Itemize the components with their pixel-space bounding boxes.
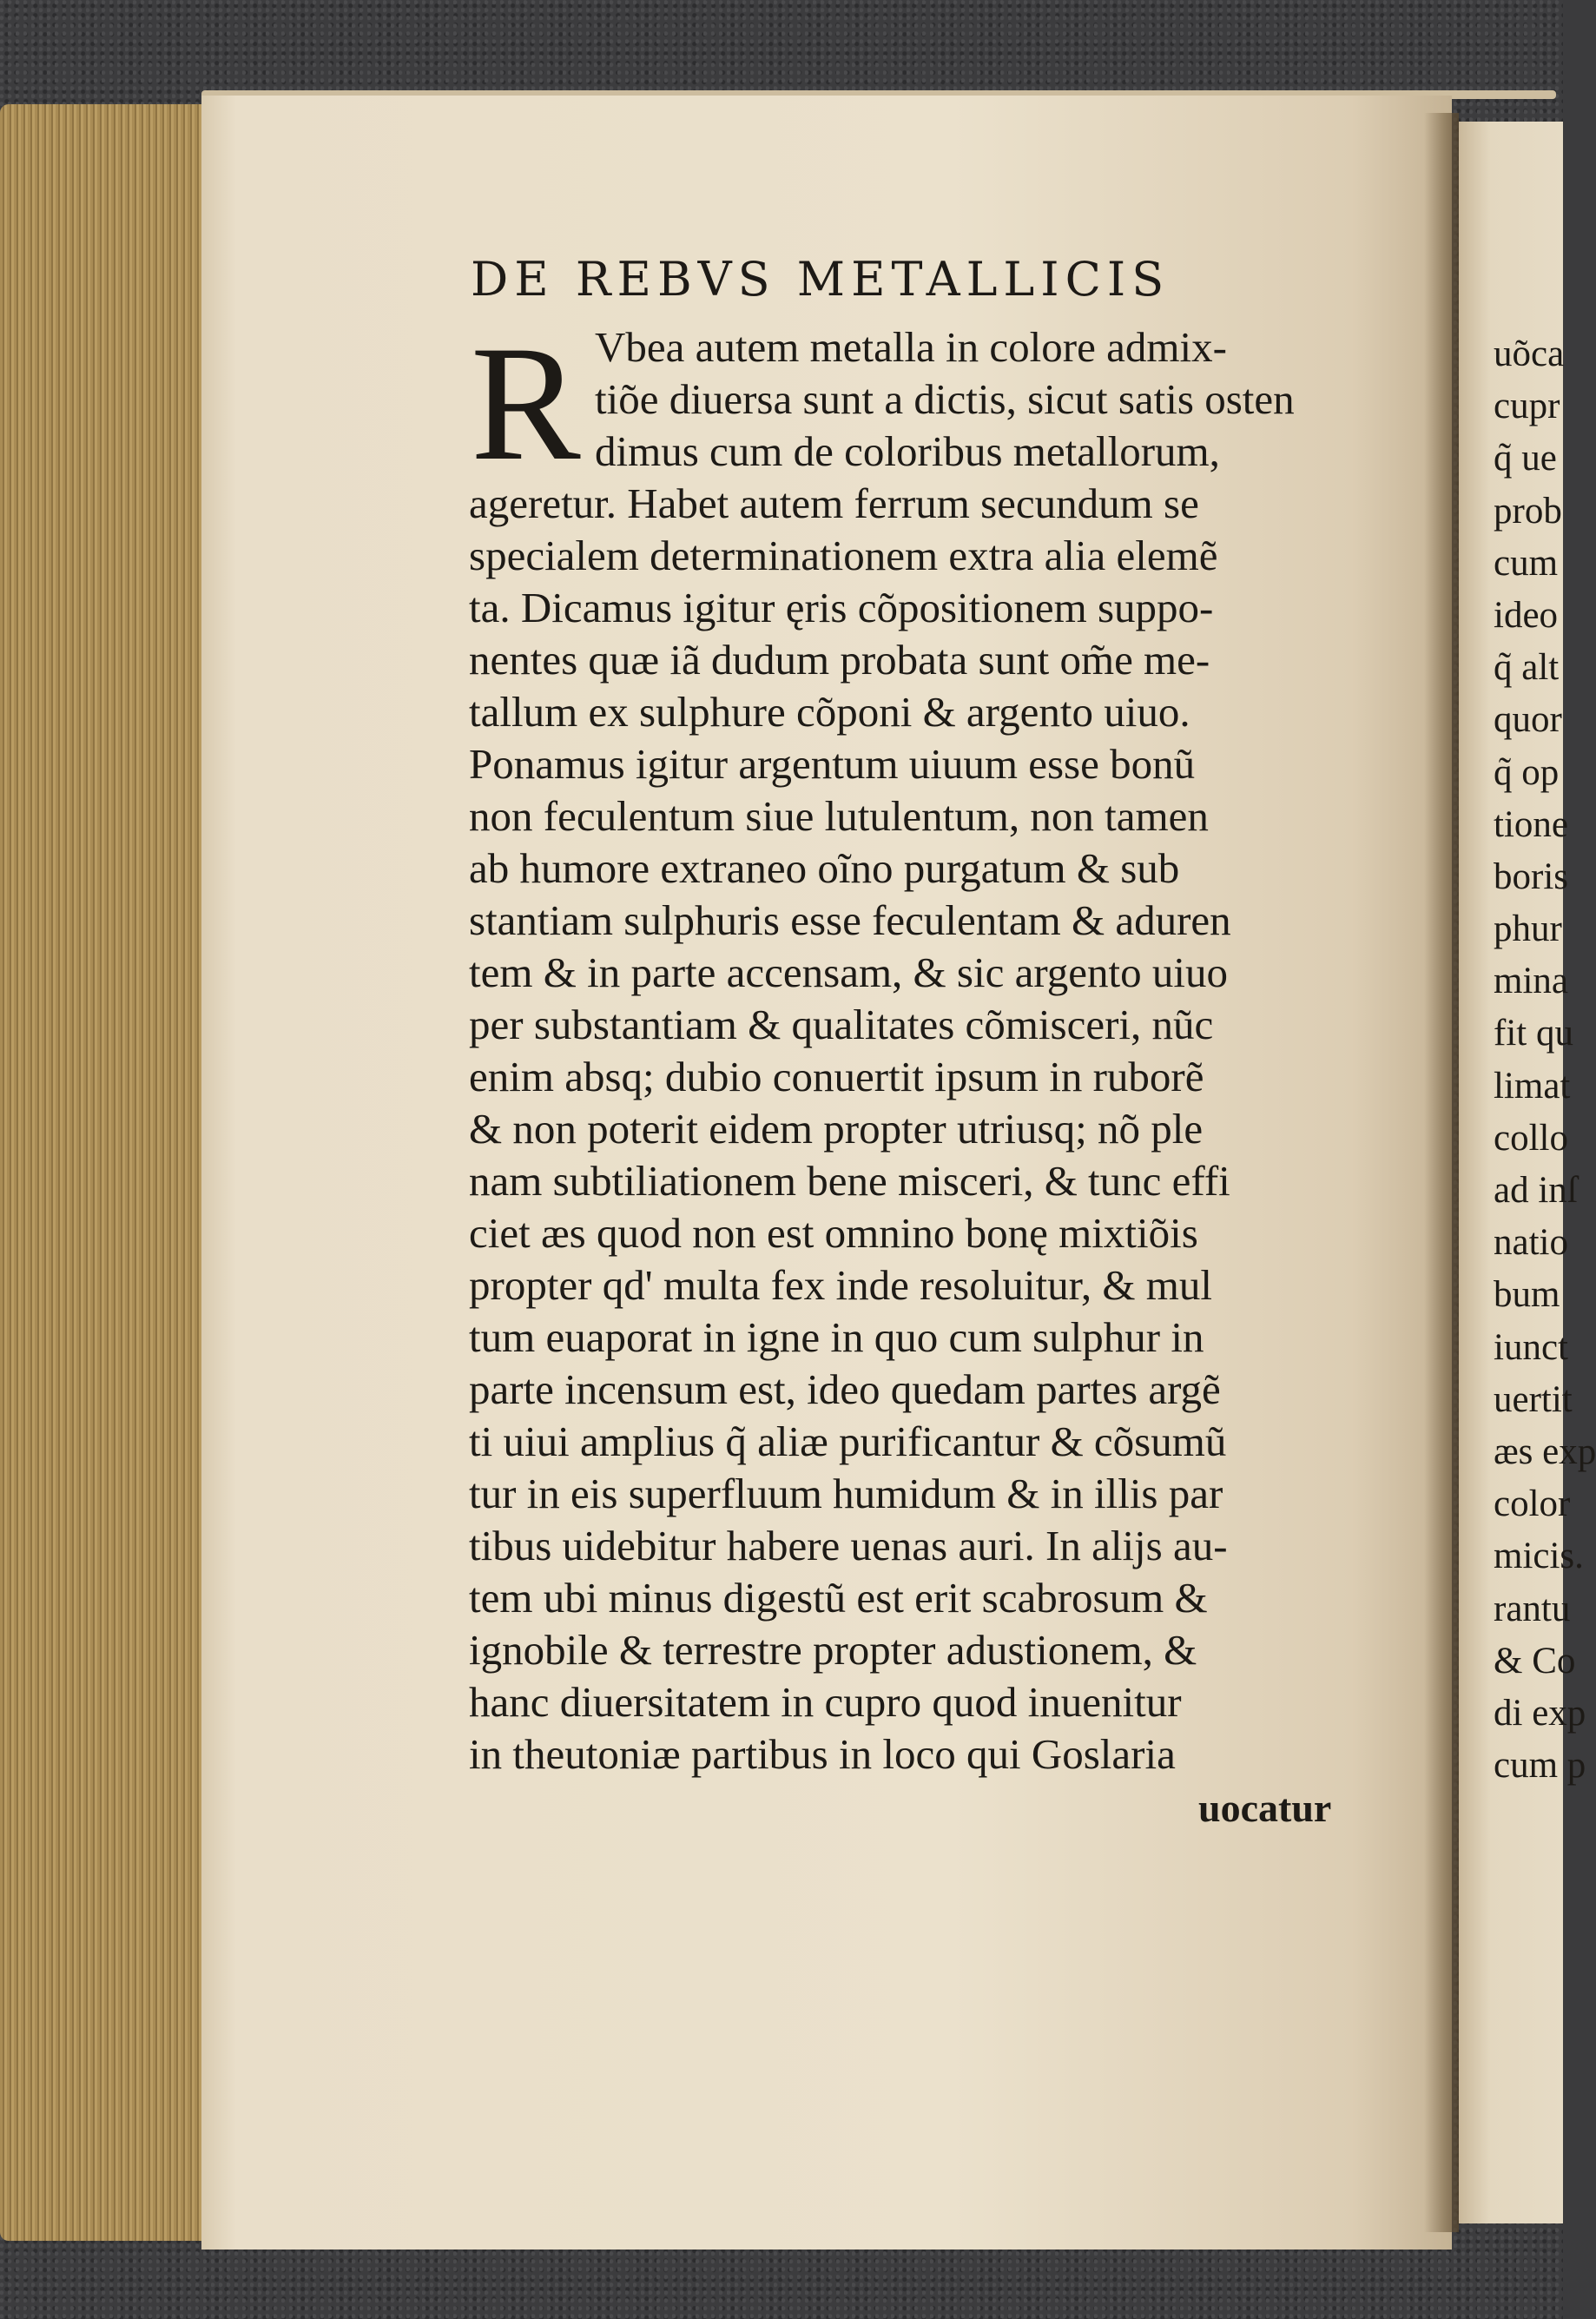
facing-line: mina bbox=[1494, 961, 1568, 1002]
facing-line: æs exp bbox=[1494, 1430, 1596, 1472]
facing-line: uertit bbox=[1494, 1378, 1573, 1420]
running-head: DE REBVS METALLICIS bbox=[471, 252, 1171, 307]
text-line: nam subtiliationem bene misceri, & tunc effi bbox=[469, 1157, 1230, 1205]
facing-line: boris bbox=[1494, 856, 1568, 897]
facing-line: ad inſ bbox=[1494, 1170, 1578, 1211]
facing-line: color bbox=[1494, 1483, 1571, 1525]
text-line: dimus cum de coloribus metallorum, bbox=[595, 427, 1220, 475]
text-line: tem & in parte accensam, & sic argento uiuo bbox=[469, 948, 1229, 996]
text-line: ab humore extraneo oĩno purgatum & sub bbox=[469, 844, 1180, 892]
facing-line: q̃ alt bbox=[1494, 647, 1560, 689]
text-line: tiõe diuersa sunt a dictis, sicut satis osten bbox=[595, 375, 1295, 423]
facing-line: limat bbox=[1494, 1065, 1571, 1107]
text-line: enim absq; dubio conuertit ipsum in ruborẽ bbox=[469, 1053, 1204, 1100]
text-line: ta. Dicamus igitur ęris cõpositionem suppo- bbox=[469, 584, 1214, 631]
facing-line: di exp bbox=[1494, 1692, 1586, 1734]
facing-line: phur bbox=[1494, 908, 1562, 950]
facing-line: ideo bbox=[1494, 594, 1559, 636]
drop-cap: R bbox=[471, 313, 581, 495]
text-line: stantiam sulphuris esse feculentam & aduren bbox=[469, 896, 1231, 944]
facing-line: tione bbox=[1494, 803, 1568, 845]
text-line: ageretur. Habet autem ferrum secundum se bbox=[469, 479, 1199, 527]
facing-line: natio bbox=[1494, 1222, 1568, 1264]
text-line: tur in eis superfluum humidum & in illis par bbox=[469, 1470, 1223, 1517]
text-line: propter qd' multa fex inde resoluitur, & mul bbox=[469, 1261, 1213, 1309]
facing-line: cum p bbox=[1494, 1745, 1586, 1787]
text-line: parte incensum est, ideo quedam partes argẽ bbox=[469, 1365, 1221, 1413]
catchword: uocatur bbox=[1198, 1786, 1332, 1830]
facing-line: fit qu bbox=[1494, 1013, 1573, 1054]
text-line: tum euaporat in igne in quo cum sulphur in bbox=[469, 1313, 1204, 1361]
facing-line: prob bbox=[1494, 490, 1562, 532]
text-line: ignobile & terrestre propter adustionem, & bbox=[469, 1626, 1197, 1674]
text-line: in theutoniæ partibus in loco qui Goslaria bbox=[469, 1730, 1176, 1778]
facing-line: iunct bbox=[1494, 1326, 1568, 1368]
facing-line: rantu bbox=[1494, 1588, 1571, 1629]
gutter-shadow bbox=[1424, 113, 1459, 2232]
text-line: specialem determinationem extra alia elemẽ bbox=[469, 532, 1218, 579]
text-line: tallum ex sulphure cõponi & argento uiuo. bbox=[469, 688, 1190, 736]
text-line: Vbea autem metalla in colore admix- bbox=[595, 323, 1227, 371]
text-line: tibus uidebitur habere uenas auri. In alijs au- bbox=[469, 1522, 1228, 1569]
facing-page-text bbox=[1494, 328, 1596, 1792]
text-line: hanc diuersitatem in cupro quod inuenitur bbox=[469, 1678, 1182, 1726]
facing-line: & Co bbox=[1494, 1640, 1576, 1681]
text-line: nentes quæ iã dudum probata sunt om̃e me- bbox=[469, 636, 1210, 684]
facing-line: q̃ ue bbox=[1494, 438, 1557, 479]
text-line: & non poterit eidem propter utriusq; nõ ple bbox=[469, 1105, 1204, 1153]
facing-line: cum bbox=[1494, 542, 1559, 584]
text-line: ciet æs quod non est omnino bonę mixtiõis bbox=[469, 1209, 1198, 1257]
text-line: per substantiam & qualitates cõmisceri, nũc bbox=[469, 1001, 1214, 1048]
facing-line: micis. bbox=[1494, 1536, 1584, 1577]
facing-line: cupr bbox=[1494, 386, 1560, 427]
page-block-edge bbox=[0, 104, 207, 2241]
text-line: ti uiui amplius q̃ aliæ purificantur & cõsumũ bbox=[469, 1417, 1227, 1465]
facing-line: uõca bbox=[1494, 334, 1565, 374]
text-line: Ponamus igitur argentum uiuum esse bonũ bbox=[469, 740, 1196, 788]
text-line: non feculentum siue lutulentum, non tamen bbox=[469, 792, 1209, 840]
facing-line: q̃ op bbox=[1494, 751, 1560, 793]
body-text bbox=[469, 313, 1372, 1781]
facing-line: bum bbox=[1494, 1274, 1560, 1316]
text-line: tem ubi minus digestũ est erit scabrosum & bbox=[469, 1574, 1208, 1622]
facing-line: collo bbox=[1494, 1117, 1568, 1159]
facing-line: quor bbox=[1494, 699, 1562, 741]
